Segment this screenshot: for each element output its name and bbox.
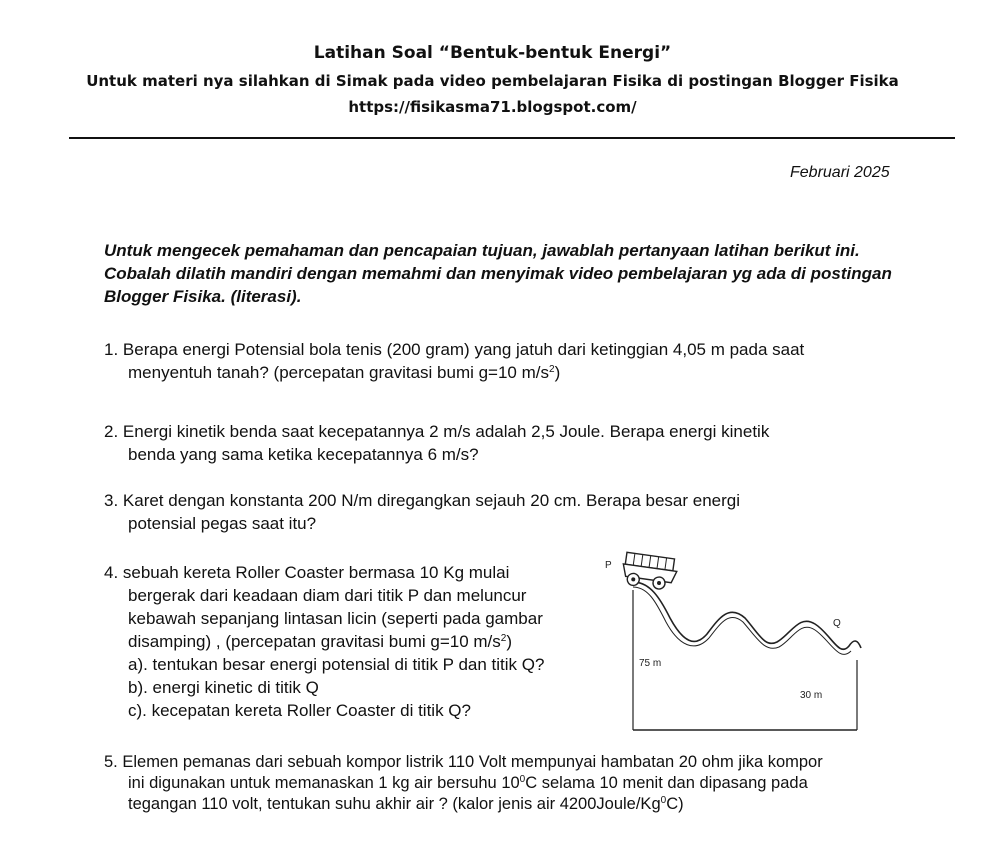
question-4-part-a: a). tentukan besar energi potensial di titik P dan titik Q? [128,655,545,674]
label-75m: 75 m [639,658,662,669]
question-4 [104,561,594,722]
question-5-line-3: tegangan 110 volt, tentukan suhu akhir air ? (kalor jenis air 4200Joule/Kg$^0$C) [128,795,684,813]
coaster-track [633,582,861,649]
document-subtitle: Untuk materi nya silahkan di Simak pada video pembelajaran Fisika di postingan Blogger Fisika [86,72,899,90]
question-1-line-1: 1. Berapa energi Potensial bola tenis (200 gram) yang jatuh dari ketinggian 4,05 m pada saat [104,340,805,359]
question-1-line-2: menyentuh tanah? (percepatan gravitasi bumi g=10 $m/s^2$) [128,363,561,382]
document-title: Latihan Soal “Bentuk-bentuk Energi” [313,43,672,63]
question-4-part-c: c). kecepatan kereta Roller Coaster di titik Q? [128,701,471,720]
question-4-line-3: kebawah sepanjang lintasan licin (seperti pada gambar [128,609,543,628]
question-5-line-2: ini digunakan untuk memanaskan 1 kg air bersuhu $10^0C$ selama 10 menit dan dipasang pada [128,774,808,792]
label-q: Q [833,618,841,629]
label-p: P [605,560,612,571]
document-date: Februari 2025 [790,164,890,181]
label-30m: 30 m [800,690,823,701]
coaster-cart [621,552,679,591]
question-2 [104,420,904,466]
question-5 [104,752,944,815]
question-3-line-1: 3. Karet dengan konstanta 200 N/m diregangkan sejauh 20 cm. Berapa besar energi [104,491,741,510]
question-2-line-1: 2. Energi kinetik benda saat kecepatannya 2 m/s adalah 2,5 Joule. Berapa energi kinetik [104,422,770,441]
question-3-line-2: potensial pegas saat itu? [128,514,317,533]
intro-paragraph: Untuk mengecek pemahaman dan pencapaian tujuan, jawablah pertanyaan latihan berikut ini. Cobalah dilatih mandiri dengan memahmi dan menyimak video pembelajaran yg ada di postingan Blogger Fisika. (literasi). [104,241,892,306]
question-2-line-2: benda yang sama ketika kecepatannya 6 m/s? [128,445,479,464]
question-4-part-b: b). energi kinetic di titik Q [128,678,319,697]
question-4-line-2: bergerak dari keadaan diam dari titik P dan meluncur [128,586,527,605]
question-3 [104,489,904,535]
roller-coaster-figure [595,538,870,738]
header-divider [69,137,955,139]
question-5-line-1: 5. Elemen pemanas dari sebuah kompor listrik 110 Volt mempunyai hambatan 20 ohm jika kompor [104,753,823,771]
question-4-line-1: 4. sebuah kereta Roller Coaster bermasa 10 Kg mulai [104,563,510,582]
question-4-line-4: disamping) , (percepatan gravitasi bumi g=10 $m/s^2$) [128,632,512,651]
question-1 [104,338,904,384]
blog-url: https://fisikasma71.blogspot.com/ [348,98,637,116]
